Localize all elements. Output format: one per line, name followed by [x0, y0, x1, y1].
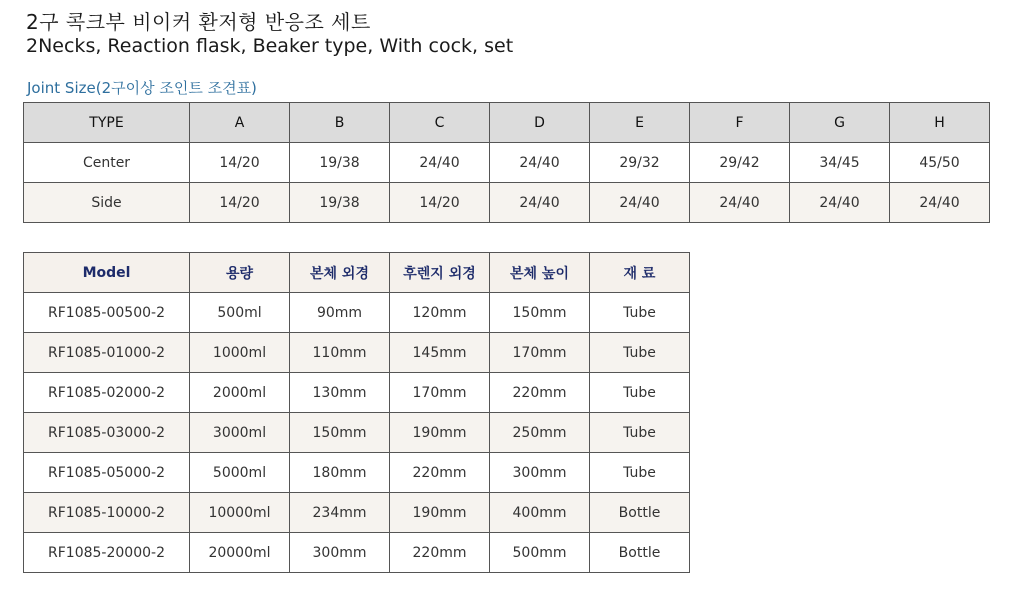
- table-cell: Tube: [590, 333, 690, 373]
- table-cell: 220mm: [390, 533, 490, 573]
- table-cell: 300mm: [490, 453, 590, 493]
- table-row: [24, 293, 690, 333]
- table-cell: 24/40: [890, 183, 990, 223]
- table-cell: Bottle: [590, 493, 690, 533]
- table-cell: 500ml: [190, 293, 290, 333]
- table-cell: 24/40: [790, 183, 890, 223]
- model-header-cell: 용량: [190, 253, 290, 293]
- joint-size-table: [23, 102, 990, 223]
- table-cell: 24/40: [490, 183, 590, 223]
- table-row: [24, 143, 990, 183]
- table-cell: RF1085-10000-2: [24, 493, 190, 533]
- page-title-english: 2Necks, Reaction flask, Beaker type, With cock, set: [26, 35, 514, 57]
- joint-header-cell: C: [390, 103, 490, 143]
- table-cell: 24/40: [390, 143, 490, 183]
- joint-header-cell: TYPE: [24, 103, 190, 143]
- table-cell: 400mm: [490, 493, 590, 533]
- table-cell: RF1085-20000-2: [24, 533, 190, 573]
- table-cell: 180mm: [290, 453, 390, 493]
- table-cell: RF1085-03000-2: [24, 413, 190, 453]
- table-cell: 150mm: [490, 293, 590, 333]
- table-row: [24, 413, 690, 453]
- table-cell: 300mm: [290, 533, 390, 573]
- table-cell: RF1085-05000-2: [24, 453, 190, 493]
- table-cell: 34/45: [790, 143, 890, 183]
- table-row: [24, 373, 690, 413]
- table-cell: Tube: [590, 413, 690, 453]
- table-cell: 24/40: [590, 183, 690, 223]
- table-cell: 20000ml: [190, 533, 290, 573]
- table-cell: Bottle: [590, 533, 690, 573]
- table-cell: 5000ml: [190, 453, 290, 493]
- joint-header-cell: H: [890, 103, 990, 143]
- model-header-row: [24, 253, 690, 293]
- table-cell: 14/20: [190, 183, 290, 223]
- model-header-cell: 본체 외경: [290, 253, 390, 293]
- table-cell: Center: [24, 143, 190, 183]
- table-cell: 220mm: [390, 453, 490, 493]
- page-title-korean: 2구 콕크부 비이커 환저형 반응조 세트: [26, 10, 371, 34]
- table-cell: 19/38: [290, 143, 390, 183]
- table-cell: Tube: [590, 373, 690, 413]
- table-cell: RF1085-00500-2: [24, 293, 190, 333]
- table-cell: 145mm: [390, 333, 490, 373]
- table-cell: Tube: [590, 293, 690, 333]
- table-cell: 130mm: [290, 373, 390, 413]
- model-header-cell: Model: [24, 253, 190, 293]
- table-cell: 2000ml: [190, 373, 290, 413]
- joint-header-cell: A: [190, 103, 290, 143]
- table-cell: 234mm: [290, 493, 390, 533]
- table-cell: 150mm: [290, 413, 390, 453]
- table-row: [24, 183, 990, 223]
- table-cell: 170mm: [490, 333, 590, 373]
- table-cell: RF1085-01000-2: [24, 333, 190, 373]
- table-row: [24, 453, 690, 493]
- table-cell: 10000ml: [190, 493, 290, 533]
- table-cell: 29/32: [590, 143, 690, 183]
- table-cell: 19/38: [290, 183, 390, 223]
- joint-header-cell: G: [790, 103, 890, 143]
- table-cell: 190mm: [390, 493, 490, 533]
- model-header-cell: 재 료: [590, 253, 690, 293]
- table-cell: 110mm: [290, 333, 390, 373]
- model-spec-table: [23, 252, 690, 573]
- table-cell: 24/40: [490, 143, 590, 183]
- model-header-cell: 본체 높이: [490, 253, 590, 293]
- joint-header-cell: F: [690, 103, 790, 143]
- joint-header-cell: E: [590, 103, 690, 143]
- table-cell: 170mm: [390, 373, 490, 413]
- joint-size-heading: Joint Size(2구이상 조인트 조견표): [27, 79, 257, 97]
- table-cell: 250mm: [490, 413, 590, 453]
- table-cell: RF1085-02000-2: [24, 373, 190, 413]
- table-cell: 14/20: [190, 143, 290, 183]
- table-cell: 500mm: [490, 533, 590, 573]
- table-cell: 90mm: [290, 293, 390, 333]
- table-cell: 45/50: [890, 143, 990, 183]
- table-row: [24, 493, 690, 533]
- table-row: [24, 533, 690, 573]
- joint-header-cell: B: [290, 103, 390, 143]
- table-row: [24, 333, 690, 373]
- table-cell: 14/20: [390, 183, 490, 223]
- table-cell: 1000ml: [190, 333, 290, 373]
- joint-header-row: [24, 103, 990, 143]
- table-cell: 3000ml: [190, 413, 290, 453]
- joint-header-cell: D: [490, 103, 590, 143]
- table-cell: 190mm: [390, 413, 490, 453]
- table-cell: Tube: [590, 453, 690, 493]
- table-cell: 220mm: [490, 373, 590, 413]
- model-header-cell: 후렌지 외경: [390, 253, 490, 293]
- table-cell: 24/40: [690, 183, 790, 223]
- table-cell: 29/42: [690, 143, 790, 183]
- table-cell: Side: [24, 183, 190, 223]
- table-cell: 120mm: [390, 293, 490, 333]
